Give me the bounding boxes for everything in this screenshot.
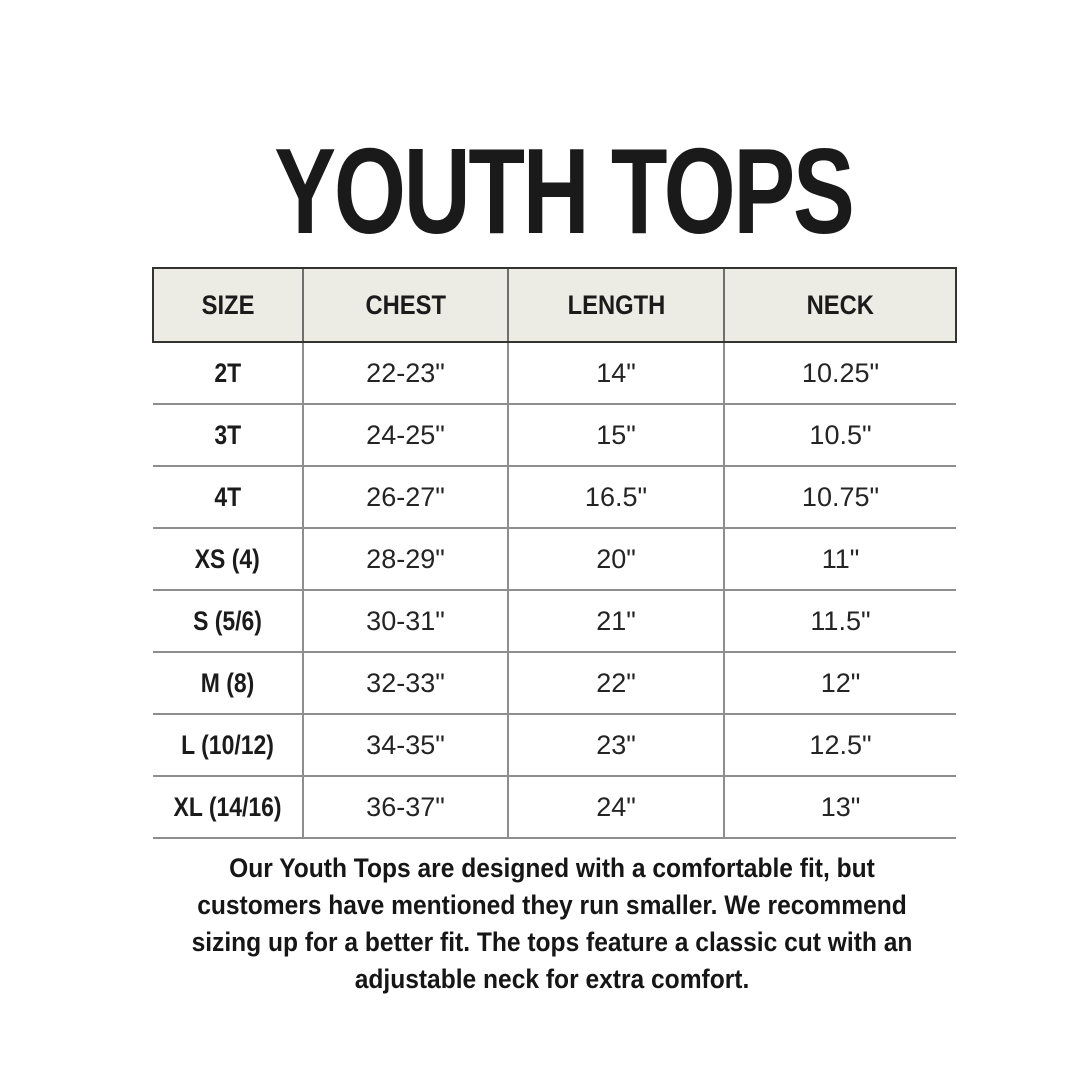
table-row xyxy=(153,776,956,838)
cell-neck: 13" xyxy=(724,776,956,838)
table-row xyxy=(153,342,956,404)
cell-size: 3T xyxy=(153,404,303,466)
cell-neck: 11" xyxy=(724,528,956,590)
cell-size: 2T xyxy=(153,342,303,404)
size-chart-table xyxy=(152,267,957,839)
column-header-chest: CHEST xyxy=(303,268,508,342)
cell-size: XS (4) xyxy=(153,528,303,590)
page-title-text: YOUTH TOPS xyxy=(273,123,853,259)
cell-size: 4T xyxy=(153,466,303,528)
description-line: customers have mentioned they run smaller. We recommend xyxy=(197,890,907,920)
cell-chest: 36-37" xyxy=(303,776,508,838)
cell-length: 16.5" xyxy=(508,466,724,528)
description-line: Our Youth Tops are designed with a comfortable fit, but xyxy=(229,853,875,883)
cell-size: L (10/12) xyxy=(153,714,303,776)
cell-neck: 12" xyxy=(724,652,956,714)
page-title xyxy=(0,123,1080,259)
cell-length: 15" xyxy=(508,404,724,466)
cell-length: 21" xyxy=(508,590,724,652)
cell-chest: 22-23" xyxy=(303,342,508,404)
table-row xyxy=(153,714,956,776)
cell-neck: 10.5" xyxy=(724,404,956,466)
cell-neck: 10.25" xyxy=(724,342,956,404)
cell-size: XL (14/16) xyxy=(153,776,303,838)
table-header-row xyxy=(153,268,956,342)
cell-chest: 26-27" xyxy=(303,466,508,528)
table-row xyxy=(153,652,956,714)
cell-length: 22" xyxy=(508,652,724,714)
cell-size: S (5/6) xyxy=(153,590,303,652)
cell-chest: 28-29" xyxy=(303,528,508,590)
table-row xyxy=(153,404,956,466)
cell-size: M (8) xyxy=(153,652,303,714)
table-row xyxy=(153,528,956,590)
cell-chest: 32-33" xyxy=(303,652,508,714)
column-header-size: SIZE xyxy=(153,268,303,342)
description-line: sizing up for a better fit. The tops feature a classic cut with an xyxy=(191,927,913,957)
description xyxy=(61,850,1044,998)
cell-chest: 30-31" xyxy=(303,590,508,652)
cell-neck: 12.5" xyxy=(724,714,956,776)
cell-length: 14" xyxy=(508,342,724,404)
description-line: adjustable neck for extra comfort. xyxy=(354,964,750,994)
table-row xyxy=(153,466,956,528)
column-header-length: LENGTH xyxy=(508,268,724,342)
cell-chest: 34-35" xyxy=(303,714,508,776)
cell-length: 20" xyxy=(508,528,724,590)
table-row xyxy=(153,590,956,652)
cell-neck: 10.75" xyxy=(724,466,956,528)
column-header-neck: NECK xyxy=(724,268,956,342)
cell-length: 24" xyxy=(508,776,724,838)
cell-chest: 24-25" xyxy=(303,404,508,466)
cell-length: 23" xyxy=(508,714,724,776)
cell-neck: 11.5" xyxy=(724,590,956,652)
